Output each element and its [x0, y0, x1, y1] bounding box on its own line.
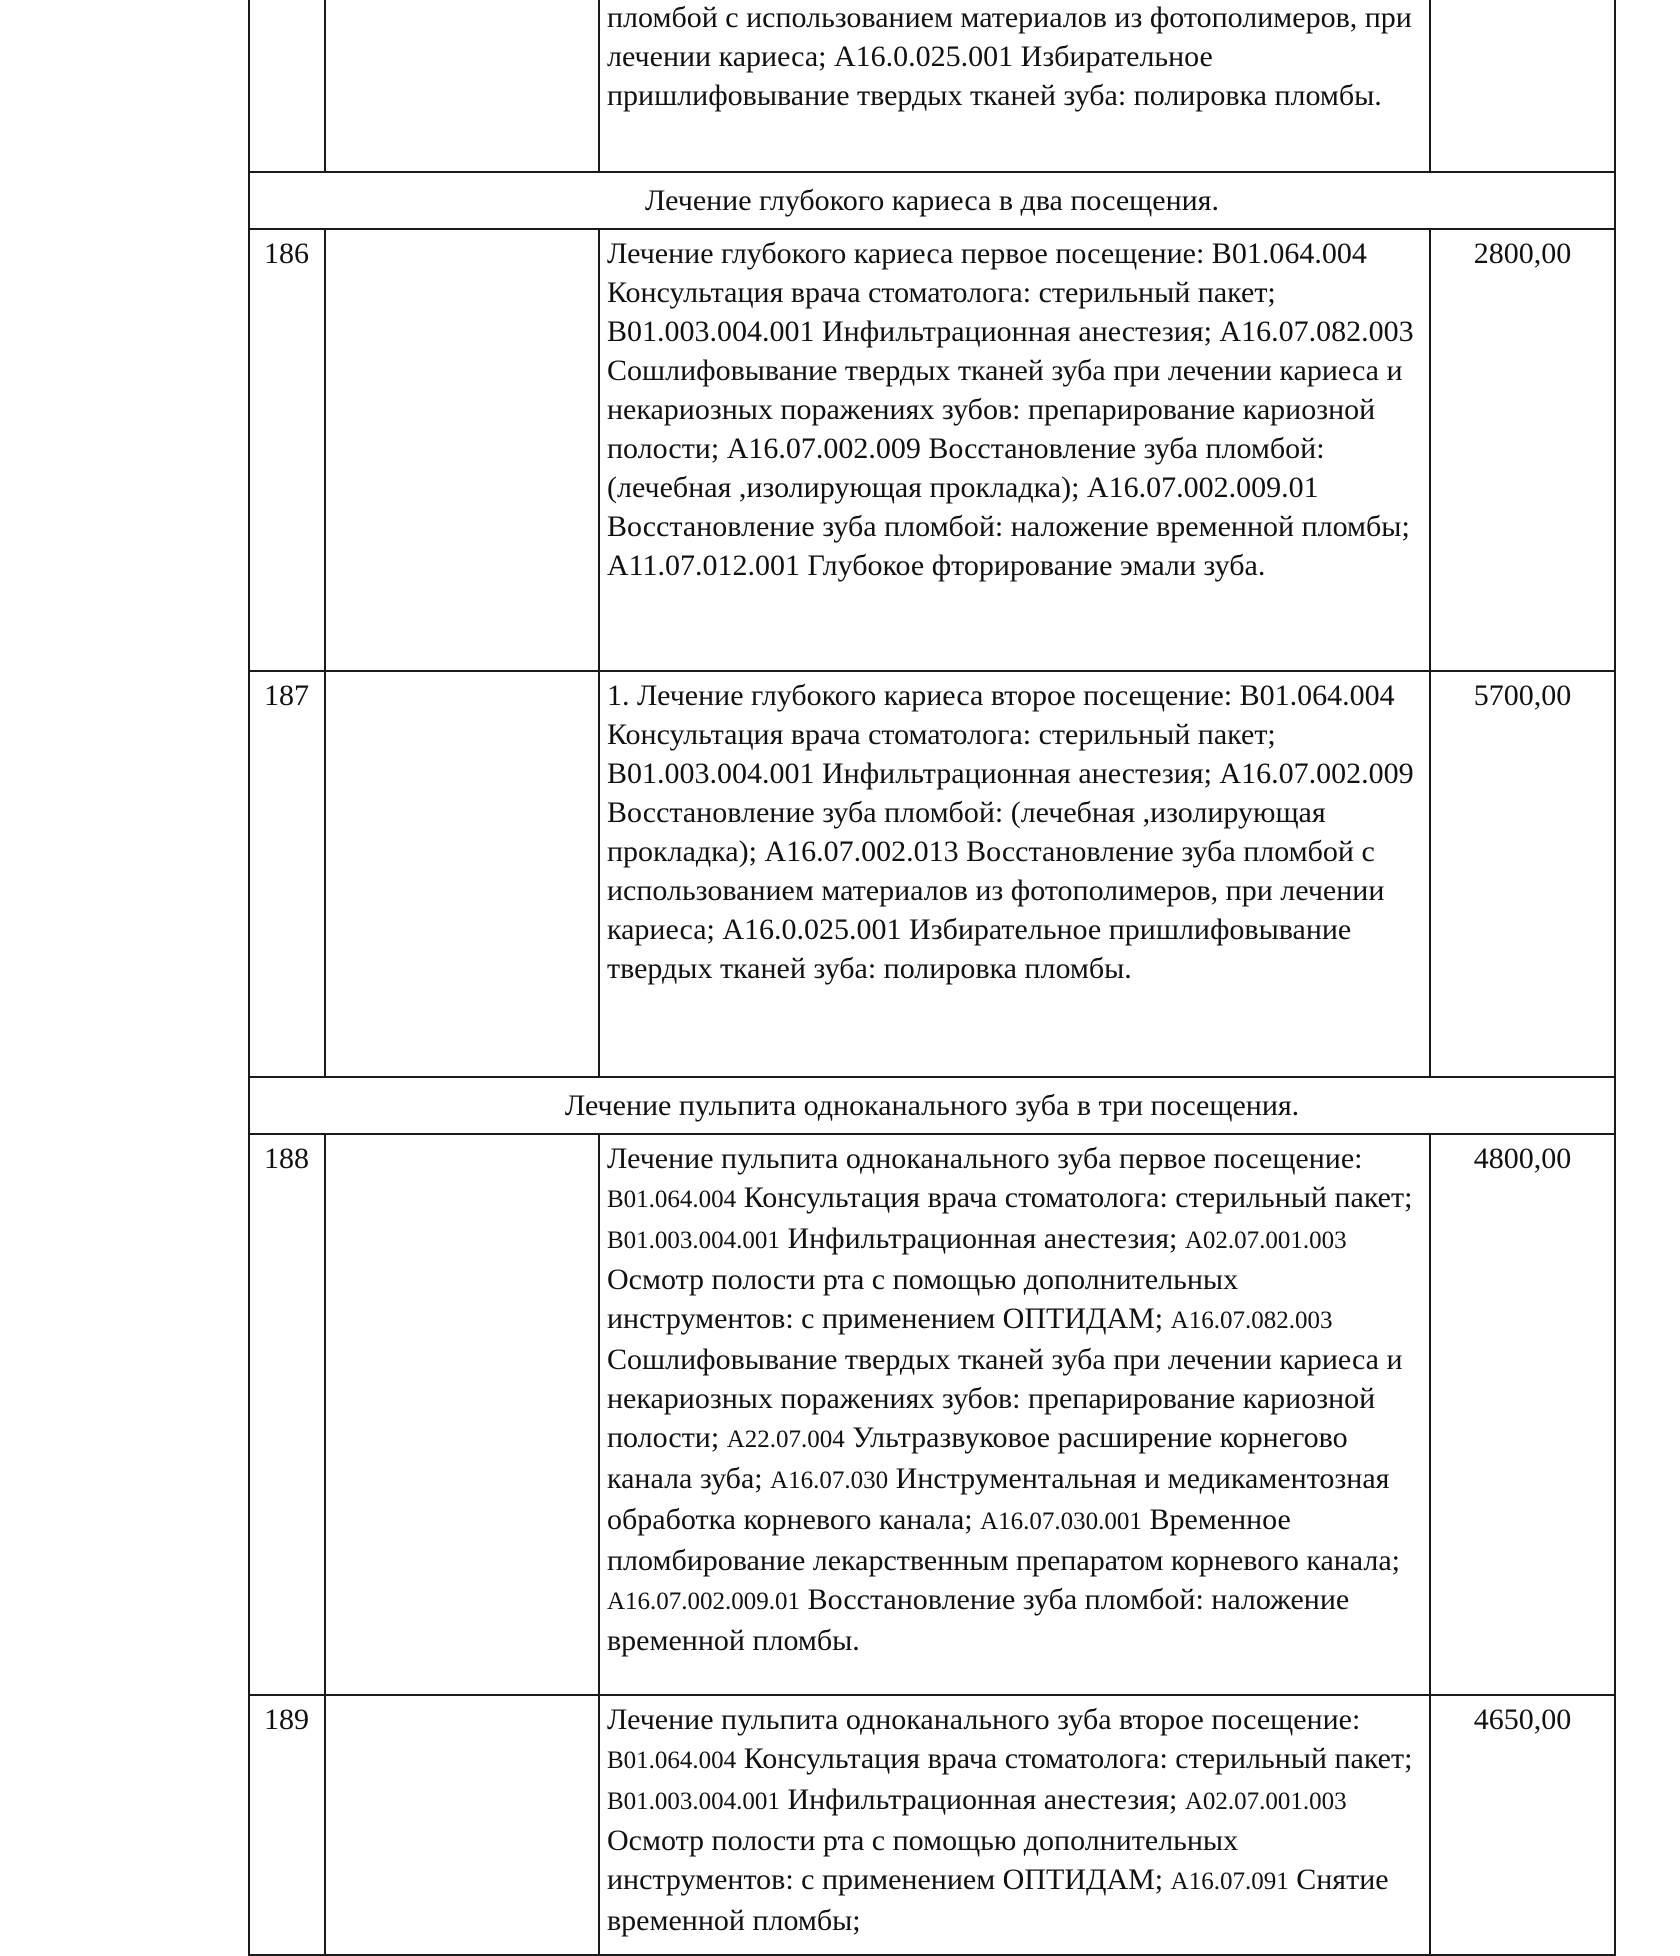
row-number: 189 [249, 1695, 325, 1955]
price-value: 4800,00 [1430, 1134, 1615, 1695]
section-header: Лечение пульпита одноканального зуба в три посещения. [249, 1077, 1615, 1134]
section-row [249, 1077, 1615, 1134]
table-row [249, 229, 1615, 671]
service-description: Лечение пульпита одноканального зуба второе посещение: В01.064.004 Консультация врача стоматолога: стерильный пакет; В01.003.004.001 Инфильтрационная анестезия; А02.07.001.003 Осмотр полости рта с помощью дополнительных инструментов: с применением ОПТИДАМ; А16.07.091 Снятие временной пломбы; [599, 1695, 1430, 1955]
price-value: 2800,00 [1430, 229, 1615, 671]
row-number: 188 [249, 1134, 325, 1695]
row-number: 187 [249, 671, 325, 1077]
empty-cell [325, 0, 599, 172]
empty-cell [325, 1134, 599, 1695]
table-row [249, 1695, 1615, 1955]
service-code: В01.064.004 [607, 1747, 737, 1774]
service-code: А16.07.091 [1170, 1868, 1289, 1895]
row-number-cell [249, 0, 325, 172]
service-code: В01.003.004.001 [607, 1788, 780, 1815]
service-description: пломбой с использованием материалов из фотополимеров, при лечении кариеса; А16.0.025.001 Избирательное пришлифовывание твердых тканей зуба: полировка пломбы. [599, 0, 1430, 172]
table-row [249, 671, 1615, 1077]
empty-cell [325, 229, 599, 671]
service-code: В01.064.004 [607, 1186, 737, 1213]
section-header: Лечение глубокого кариеса в два посещения. [249, 172, 1615, 229]
table-row [249, 1134, 1615, 1695]
service-code: А16.07.082.003 [1170, 1307, 1333, 1334]
section-row [249, 172, 1615, 229]
service-code: А02.07.001.003 [1184, 1227, 1347, 1254]
service-code: А02.07.001.003 [1184, 1788, 1347, 1815]
price-cell [1430, 0, 1615, 172]
table-row [249, 0, 1615, 172]
service-description: Лечение глубокого кариеса первое посещение: В01.064.004 Консультация врача стоматолога: стерильный пакет; В01.003.004.001 Инфильтрационная анестезия; А16.07.082.003 Сошлифовывание твердых тканей зуба при лечении кариеса и некариозных поражениях зубов: препарирование кариозной полости; А16.07.002.009 Восстановление зуба пломбой: (лечебная ,изолирующая прокладка); А16.07.002.009.01 Восстановление зуба пломбой: наложение временной пломбы; А11.07.012.001 Глубокое фторирование эмали зуба. [599, 229, 1430, 671]
empty-cell [325, 1695, 599, 1955]
price-value: 4650,00 [1430, 1695, 1615, 1955]
service-code: В01.003.004.001 [607, 1227, 780, 1254]
service-code: А16.07.030.001 [980, 1508, 1142, 1535]
service-code: А22.07.004 [726, 1426, 845, 1453]
row-number: 186 [249, 229, 325, 671]
service-description: 1. Лечение глубокого кариеса второе посещение: В01.064.004 Консультация врача стоматолога: стерильный пакет; В01.003.004.001 Инфильтрационная анестезия; А16.07.002.009 Восстановление зуба пломбой: (лечебная ,изолирующая прокладка); А16.07.002.013 Восстановление зуба пломбой с использованием материалов из фотополимеров, при лечении кариеса; А16.0.025.001 Избирательное пришлифовывание твердых тканей зуба: полировка пломбы. [599, 671, 1430, 1077]
price-list-table [248, 0, 1616, 1956]
service-code: А16.07.002.009.01 [607, 1588, 801, 1615]
service-code: А16.07.030 [770, 1467, 889, 1494]
empty-cell [325, 671, 599, 1077]
price-value: 5700,00 [1430, 671, 1615, 1077]
service-description: Лечение пульпита одноканального зуба первое посещение: В01.064.004 Консультация врача стоматолога: стерильный пакет; В01.003.004.001 Инфильтрационная анестезия; А02.07.001.003 Осмотр полости рта с помощью дополнительных инструментов: с применением ОПТИДАМ; А16.07.082.003 Сошлифовывание твердых тканей зуба при лечении кариеса и некариозных поражениях зубов: препарирование кариозной полости; А22.07.004 Ультразвуковое расширение корнегово канала зуба; А16.07.030 Инструментальная и медикаментозная обработка корневого канала; А16.07.030.001 Временное пломбирование лекарственным препаратом корневого канала; А16.07.002.009.01 Восстановление зуба пломбой: наложение временной пломбы. [599, 1134, 1430, 1695]
